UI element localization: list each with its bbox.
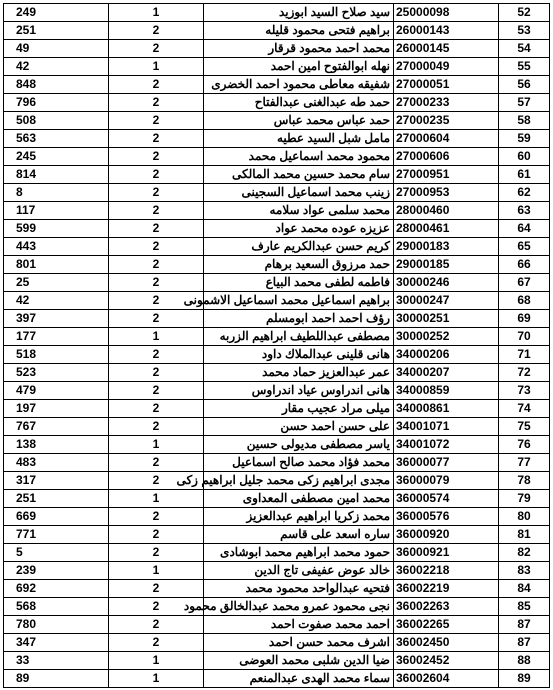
- row-number-cell: 79: [499, 490, 550, 508]
- code-cell: 36002219: [394, 580, 499, 598]
- amount-cell: 42: [4, 58, 109, 76]
- table-row: [4, 436, 550, 454]
- category-cell: 2: [109, 184, 204, 202]
- code-cell: 34000859: [394, 382, 499, 400]
- row-number-cell: 63: [499, 202, 550, 220]
- category-cell: 2: [109, 220, 204, 238]
- row-number-cell: 62: [499, 184, 550, 202]
- code-cell: 27000604: [394, 130, 499, 148]
- code-cell: 36000079: [394, 472, 499, 490]
- amount-cell: 239: [4, 562, 109, 580]
- table-row: [4, 616, 550, 634]
- table-row: [4, 544, 550, 562]
- table-row: [4, 58, 550, 76]
- name-cell: هانى قلينى عبدالملاك داود: [204, 346, 394, 364]
- table-row: [4, 310, 550, 328]
- table-row: [4, 562, 550, 580]
- table-row: [4, 418, 550, 436]
- code-cell: 29000183: [394, 238, 499, 256]
- row-number-cell: 76: [499, 436, 550, 454]
- category-cell: 2: [109, 634, 204, 652]
- amount-cell: 523: [4, 364, 109, 382]
- code-cell: 36000920: [394, 526, 499, 544]
- name-cell: محمد سلمى عواد سلامه: [204, 202, 394, 220]
- category-cell: 1: [109, 652, 204, 670]
- row-number-cell: 87: [499, 634, 550, 652]
- row-number-cell: 77: [499, 454, 550, 472]
- code-cell: 36000077: [394, 454, 499, 472]
- code-cell: 36002604: [394, 670, 499, 688]
- table-row: [4, 238, 550, 256]
- name-cell: حمد طه عبدالغنى عبدالفتاح: [204, 94, 394, 112]
- amount-cell: 483: [4, 454, 109, 472]
- table-row: [4, 4, 550, 22]
- row-number-cell: 83: [499, 562, 550, 580]
- category-cell: 1: [109, 4, 204, 22]
- category-cell: 2: [109, 292, 204, 310]
- code-cell: 27000233: [394, 94, 499, 112]
- code-cell: 27000049: [394, 58, 499, 76]
- row-number-cell: 54: [499, 40, 550, 58]
- category-cell: 1: [109, 328, 204, 346]
- category-cell: 1: [109, 670, 204, 688]
- amount-cell: 347: [4, 634, 109, 652]
- code-cell: 27000606: [394, 148, 499, 166]
- name-cell: زينب محمد اسماعيل السجينى: [204, 184, 394, 202]
- category-cell: 2: [109, 508, 204, 526]
- amount-cell: 138: [4, 436, 109, 454]
- table-row: [4, 256, 550, 274]
- name-cell: هانى اندراوس عياد اندراوس: [204, 382, 394, 400]
- name-cell: محمد امين مصطفى المعداوى: [204, 490, 394, 508]
- row-number-cell: 58: [499, 112, 550, 130]
- row-number-cell: 64: [499, 220, 550, 238]
- table-row: [4, 634, 550, 652]
- row-number-cell: 84: [499, 580, 550, 598]
- row-number-cell: 89: [499, 670, 550, 688]
- amount-cell: 568: [4, 598, 109, 616]
- row-number-cell: 61: [499, 166, 550, 184]
- row-number-cell: 87: [499, 616, 550, 634]
- row-number-cell: 75: [499, 418, 550, 436]
- category-cell: 2: [109, 112, 204, 130]
- amount-cell: 397: [4, 310, 109, 328]
- row-number-cell: 81: [499, 526, 550, 544]
- category-cell: 2: [109, 202, 204, 220]
- category-cell: 1: [109, 436, 204, 454]
- table-row: [4, 22, 550, 40]
- code-cell: 30000247: [394, 292, 499, 310]
- amount-cell: 767: [4, 418, 109, 436]
- row-number-cell: 69: [499, 310, 550, 328]
- amount-cell: 669: [4, 508, 109, 526]
- code-cell: 34001072: [394, 436, 499, 454]
- table-row: [4, 598, 550, 616]
- table-row: [4, 166, 550, 184]
- amount-cell: 117: [4, 202, 109, 220]
- table-row: [4, 382, 550, 400]
- amount-cell: 245: [4, 148, 109, 166]
- table-row: [4, 652, 550, 670]
- name-cell: ساره اسعد على قاسم: [204, 526, 394, 544]
- table-row: [4, 490, 550, 508]
- amount-cell: 251: [4, 490, 109, 508]
- amount-cell: 251: [4, 22, 109, 40]
- name-cell: نهله ابوالفتوح امين احمد: [204, 58, 394, 76]
- name-cell: محمد فؤاد محمد صالح اسماعيل: [204, 454, 394, 472]
- category-cell: 1: [109, 562, 204, 580]
- name-cell: عزيزه عوده محمد عواد: [204, 220, 394, 238]
- code-cell: 34000861: [394, 400, 499, 418]
- table-row: [4, 400, 550, 418]
- table-row: [4, 670, 550, 688]
- name-cell: سماء محمد الهدى عبدالمنعم: [204, 670, 394, 688]
- name-cell: ياسر مصطفى مديولى حسين: [204, 436, 394, 454]
- amount-cell: 42: [4, 292, 109, 310]
- code-cell: 34000207: [394, 364, 499, 382]
- table-row: [4, 76, 550, 94]
- category-cell: 2: [109, 382, 204, 400]
- code-cell: 25000098: [394, 4, 499, 22]
- table-row: [4, 472, 550, 490]
- table-row: [4, 130, 550, 148]
- table-row: [4, 40, 550, 58]
- category-cell: 2: [109, 130, 204, 148]
- code-cell: 26000145: [394, 40, 499, 58]
- code-cell: 36002452: [394, 652, 499, 670]
- amount-cell: 8: [4, 184, 109, 202]
- name-cell: حمد عباس محمد عباس: [204, 112, 394, 130]
- table-row: [4, 112, 550, 130]
- row-number-cell: 65: [499, 238, 550, 256]
- category-cell: 2: [109, 544, 204, 562]
- category-cell: 2: [109, 526, 204, 544]
- row-number-cell: 56: [499, 76, 550, 94]
- table-row: [4, 94, 550, 112]
- code-cell: 34000206: [394, 346, 499, 364]
- amount-cell: 249: [4, 4, 109, 22]
- category-cell: 2: [109, 472, 204, 490]
- name-cell: سام محمد حسين محمد المالكى: [204, 166, 394, 184]
- amount-cell: 801: [4, 256, 109, 274]
- code-cell: 36002263: [394, 598, 499, 616]
- name-cell: رؤف احمد احمد ابومسلم: [204, 310, 394, 328]
- category-cell: 2: [109, 310, 204, 328]
- code-cell: 30000246: [394, 274, 499, 292]
- code-cell: 36002265: [394, 616, 499, 634]
- category-cell: 2: [109, 346, 204, 364]
- name-cell: احمد محمد صفوت احمد: [204, 616, 394, 634]
- code-cell: 36000576: [394, 508, 499, 526]
- amount-cell: 848: [4, 76, 109, 94]
- amount-cell: 479: [4, 382, 109, 400]
- amount-cell: 25: [4, 274, 109, 292]
- row-number-cell: 85: [499, 598, 550, 616]
- category-cell: 2: [109, 148, 204, 166]
- row-number-cell: 60: [499, 148, 550, 166]
- code-cell: 27000953: [394, 184, 499, 202]
- category-cell: 2: [109, 76, 204, 94]
- amount-cell: 692: [4, 580, 109, 598]
- name-cell: اشرف محمد حسن احمد: [204, 634, 394, 652]
- row-number-cell: 80: [499, 508, 550, 526]
- name-cell: محمد زكريا ابراهيم عبدالعزيز: [204, 508, 394, 526]
- code-cell: 36000574: [394, 490, 499, 508]
- name-cell: محمود محمد اسماعيل محمد: [204, 148, 394, 166]
- roster-table: [3, 3, 550, 688]
- category-cell: 2: [109, 418, 204, 436]
- code-cell: 34001071: [394, 418, 499, 436]
- name-cell: ميلى مراد عجيب مقار: [204, 400, 394, 418]
- amount-cell: 518: [4, 346, 109, 364]
- name-cell: محمد احمد محمود قرقار: [204, 40, 394, 58]
- row-number-cell: 70: [499, 328, 550, 346]
- category-cell: 2: [109, 274, 204, 292]
- row-number-cell: 55: [499, 58, 550, 76]
- name-cell: شفيقه معاطى محمود احمد الخضرى: [204, 76, 394, 94]
- row-number-cell: 88: [499, 652, 550, 670]
- table-row: [4, 454, 550, 472]
- table-row: [4, 328, 550, 346]
- row-number-cell: 82: [499, 544, 550, 562]
- row-number-cell: 73: [499, 382, 550, 400]
- amount-cell: 317: [4, 472, 109, 490]
- name-cell: على حسن احمد حسن: [204, 418, 394, 436]
- name-cell: ضيا الدين شلبى محمد العوضى: [204, 652, 394, 670]
- name-cell: عمر عبدالعزيز حماد محمد: [204, 364, 394, 382]
- name-cell: حمود محمد ابراهيم محمد ابوشادى: [204, 544, 394, 562]
- table-row: [4, 292, 550, 310]
- category-cell: 2: [109, 256, 204, 274]
- amount-cell: 508: [4, 112, 109, 130]
- table-row: [4, 148, 550, 166]
- table-row: [4, 346, 550, 364]
- row-number-cell: 72: [499, 364, 550, 382]
- row-number-cell: 53: [499, 22, 550, 40]
- amount-cell: 33: [4, 652, 109, 670]
- table-row: [4, 364, 550, 382]
- name-cell: براهيم فتحى محمود قليله: [204, 22, 394, 40]
- name-cell: نجى محمود عمرو محمد عبدالخالق محمود: [204, 598, 394, 616]
- row-number-cell: 71: [499, 346, 550, 364]
- code-cell: 27000951: [394, 166, 499, 184]
- amount-cell: 89: [4, 670, 109, 688]
- name-cell: مامل شبل السيد عطيه: [204, 130, 394, 148]
- row-number-cell: 66: [499, 256, 550, 274]
- amount-cell: 197: [4, 400, 109, 418]
- category-cell: 2: [109, 40, 204, 58]
- amount-cell: 177: [4, 328, 109, 346]
- row-number-cell: 59: [499, 130, 550, 148]
- name-cell: سيد صلاح السيد ابوزيد: [204, 4, 394, 22]
- code-cell: 27000051: [394, 76, 499, 94]
- amount-cell: 771: [4, 526, 109, 544]
- category-cell: 1: [109, 58, 204, 76]
- amount-cell: 563: [4, 130, 109, 148]
- amount-cell: 49: [4, 40, 109, 58]
- name-cell: خالد عوض عفيفى تاج الدين: [204, 562, 394, 580]
- row-number-cell: 67: [499, 274, 550, 292]
- amount-cell: 5: [4, 544, 109, 562]
- row-number-cell: 52: [499, 4, 550, 22]
- table-row: [4, 220, 550, 238]
- category-cell: 2: [109, 616, 204, 634]
- amount-cell: 796: [4, 94, 109, 112]
- category-cell: 2: [109, 94, 204, 112]
- code-cell: 27000235: [394, 112, 499, 130]
- row-number-cell: 78: [499, 472, 550, 490]
- row-number-cell: 68: [499, 292, 550, 310]
- name-cell: براهيم اسماعيل محمد اسماعيل الاشمونى: [204, 292, 394, 310]
- table-row: [4, 526, 550, 544]
- category-cell: 1: [109, 490, 204, 508]
- category-cell: 2: [109, 580, 204, 598]
- category-cell: 2: [109, 454, 204, 472]
- code-cell: 28000460: [394, 202, 499, 220]
- table-row: [4, 202, 550, 220]
- name-cell: فاطمه لطفى محمد البياع: [204, 274, 394, 292]
- category-cell: 2: [109, 238, 204, 256]
- name-cell: كريم حسن عبدالكريم عارف: [204, 238, 394, 256]
- name-cell: فتحيه عبدالواحد محمود محمد: [204, 580, 394, 598]
- category-cell: 2: [109, 598, 204, 616]
- category-cell: 2: [109, 364, 204, 382]
- table-row: [4, 274, 550, 292]
- code-cell: 36002218: [394, 562, 499, 580]
- code-cell: 28000461: [394, 220, 499, 238]
- category-cell: 2: [109, 22, 204, 40]
- code-cell: 26000143: [394, 22, 499, 40]
- code-cell: 29000185: [394, 256, 499, 274]
- code-cell: 36000921: [394, 544, 499, 562]
- category-cell: 2: [109, 166, 204, 184]
- row-number-cell: 57: [499, 94, 550, 112]
- code-cell: 30000252: [394, 328, 499, 346]
- amount-cell: 814: [4, 166, 109, 184]
- name-cell: حمد مرزوق السعيد برهام: [204, 256, 394, 274]
- amount-cell: 780: [4, 616, 109, 634]
- code-cell: 30000251: [394, 310, 499, 328]
- name-cell: مجدى ابراهيم زكى محمد جليل ابراهيم زكى: [204, 472, 394, 490]
- roster-body: [4, 4, 550, 688]
- row-number-cell: 74: [499, 400, 550, 418]
- table-row: [4, 184, 550, 202]
- name-cell: مصطفى عبداللطيف ابراهيم الزربه: [204, 328, 394, 346]
- table-row: [4, 508, 550, 526]
- code-cell: 36002450: [394, 634, 499, 652]
- table-row: [4, 580, 550, 598]
- amount-cell: 599: [4, 220, 109, 238]
- category-cell: 2: [109, 400, 204, 418]
- amount-cell: 443: [4, 238, 109, 256]
